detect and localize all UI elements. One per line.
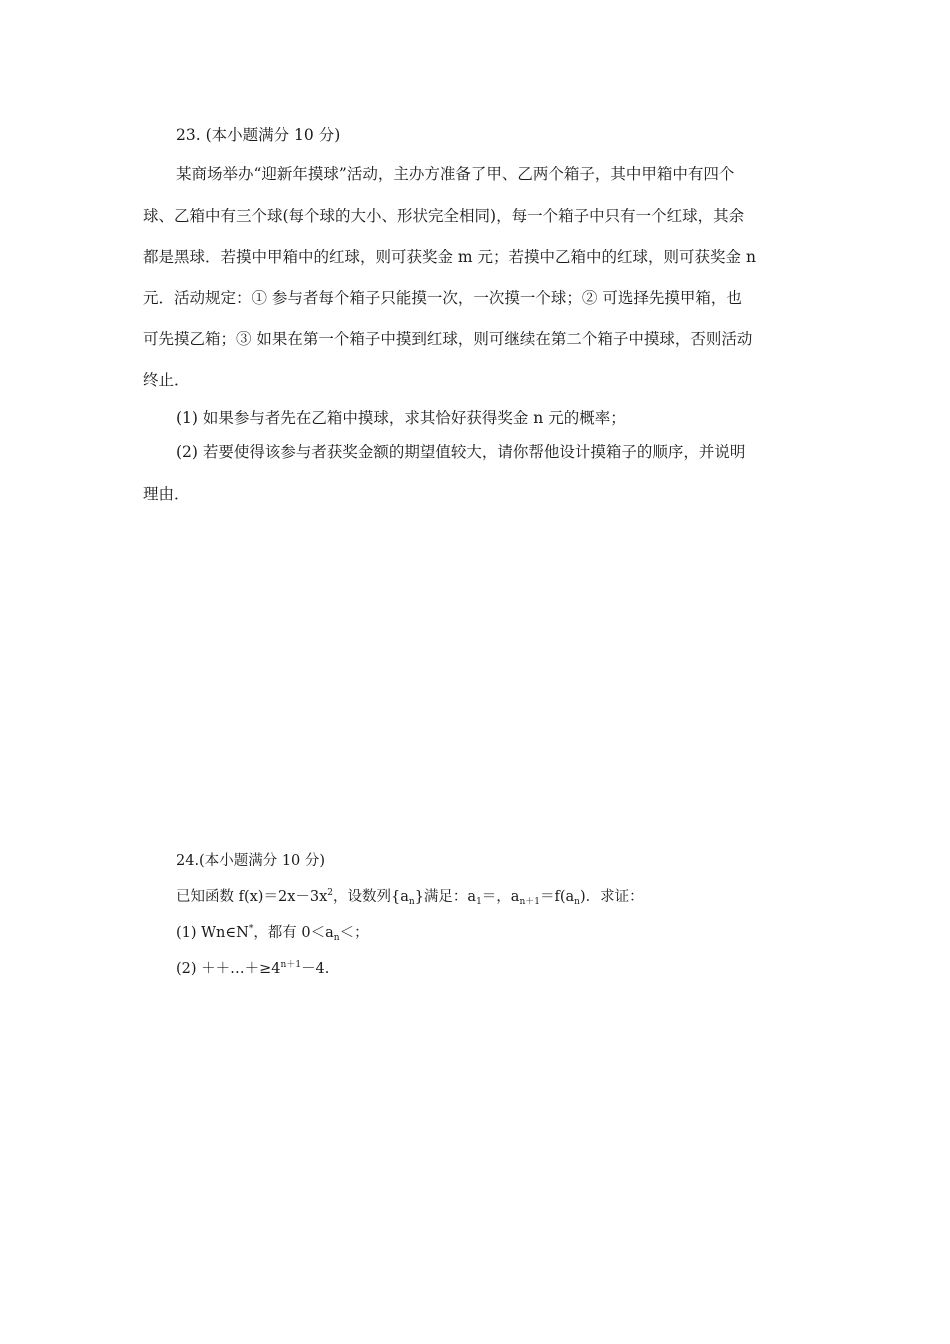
question-23-part-2-line-1: (2) 若要使得该参与者获奖金额的期望值较大，请你帮他设计摸箱子的顺序，并说明 bbox=[176, 443, 746, 461]
question-24-heading: 24.(本小题满分 10 分) bbox=[176, 853, 326, 869]
question-23-body-line-2: 球、乙箱中有三个球(每个球的大小、形状完全相同)，每一个箱子中只有一个红球，其余 bbox=[143, 207, 745, 225]
question-23-body-line-3: 都是黑球．若摸中甲箱中的红球，则可获奖金 m 元；若摸中乙箱中的红球，则可获奖金 n bbox=[143, 248, 756, 266]
question-23-part-1: (1) 如果参与者先在乙箱中摸球，求其恰好获得奖金 n 元的概率； bbox=[176, 409, 626, 427]
question-23-body-line-1: 某商场举办“迎新年摸球”活动，主办方准备了甲、乙两个箱子，其中甲箱中有四个 bbox=[176, 165, 735, 183]
question-24-part-1: (1) Wn∈N*，都有 $0<a_n<$； bbox=[176, 924, 369, 943]
question-24-stem: 已知函数 $f(x)=2x-3x^2$，设数列$\{a_n\}$满足：$a_1=$，$a_{n+1}=f(a_n)$．求证： bbox=[176, 888, 644, 907]
question-23-body-line-4: 元．活动规定：① 参与者每个箱子只能摸一次，一次摸一个球；② 可选择先摸甲箱，也 bbox=[143, 289, 742, 307]
question-23-body-line-6: 终止． bbox=[143, 371, 190, 389]
question-23-heading: 23. (本小题满分 10 分) bbox=[176, 126, 341, 144]
question-23-part-2-line-2: 理由． bbox=[143, 485, 190, 503]
question-24-part-2: $(2) ++\dots+\ge 4^{n+1}-4$. bbox=[176, 960, 330, 977]
question-23-body-line-5: 可先摸乙箱；③ 如果在第一个箱子中摸到红球，则可继续在第二个箱子中摸球，否则活动 bbox=[143, 330, 753, 348]
